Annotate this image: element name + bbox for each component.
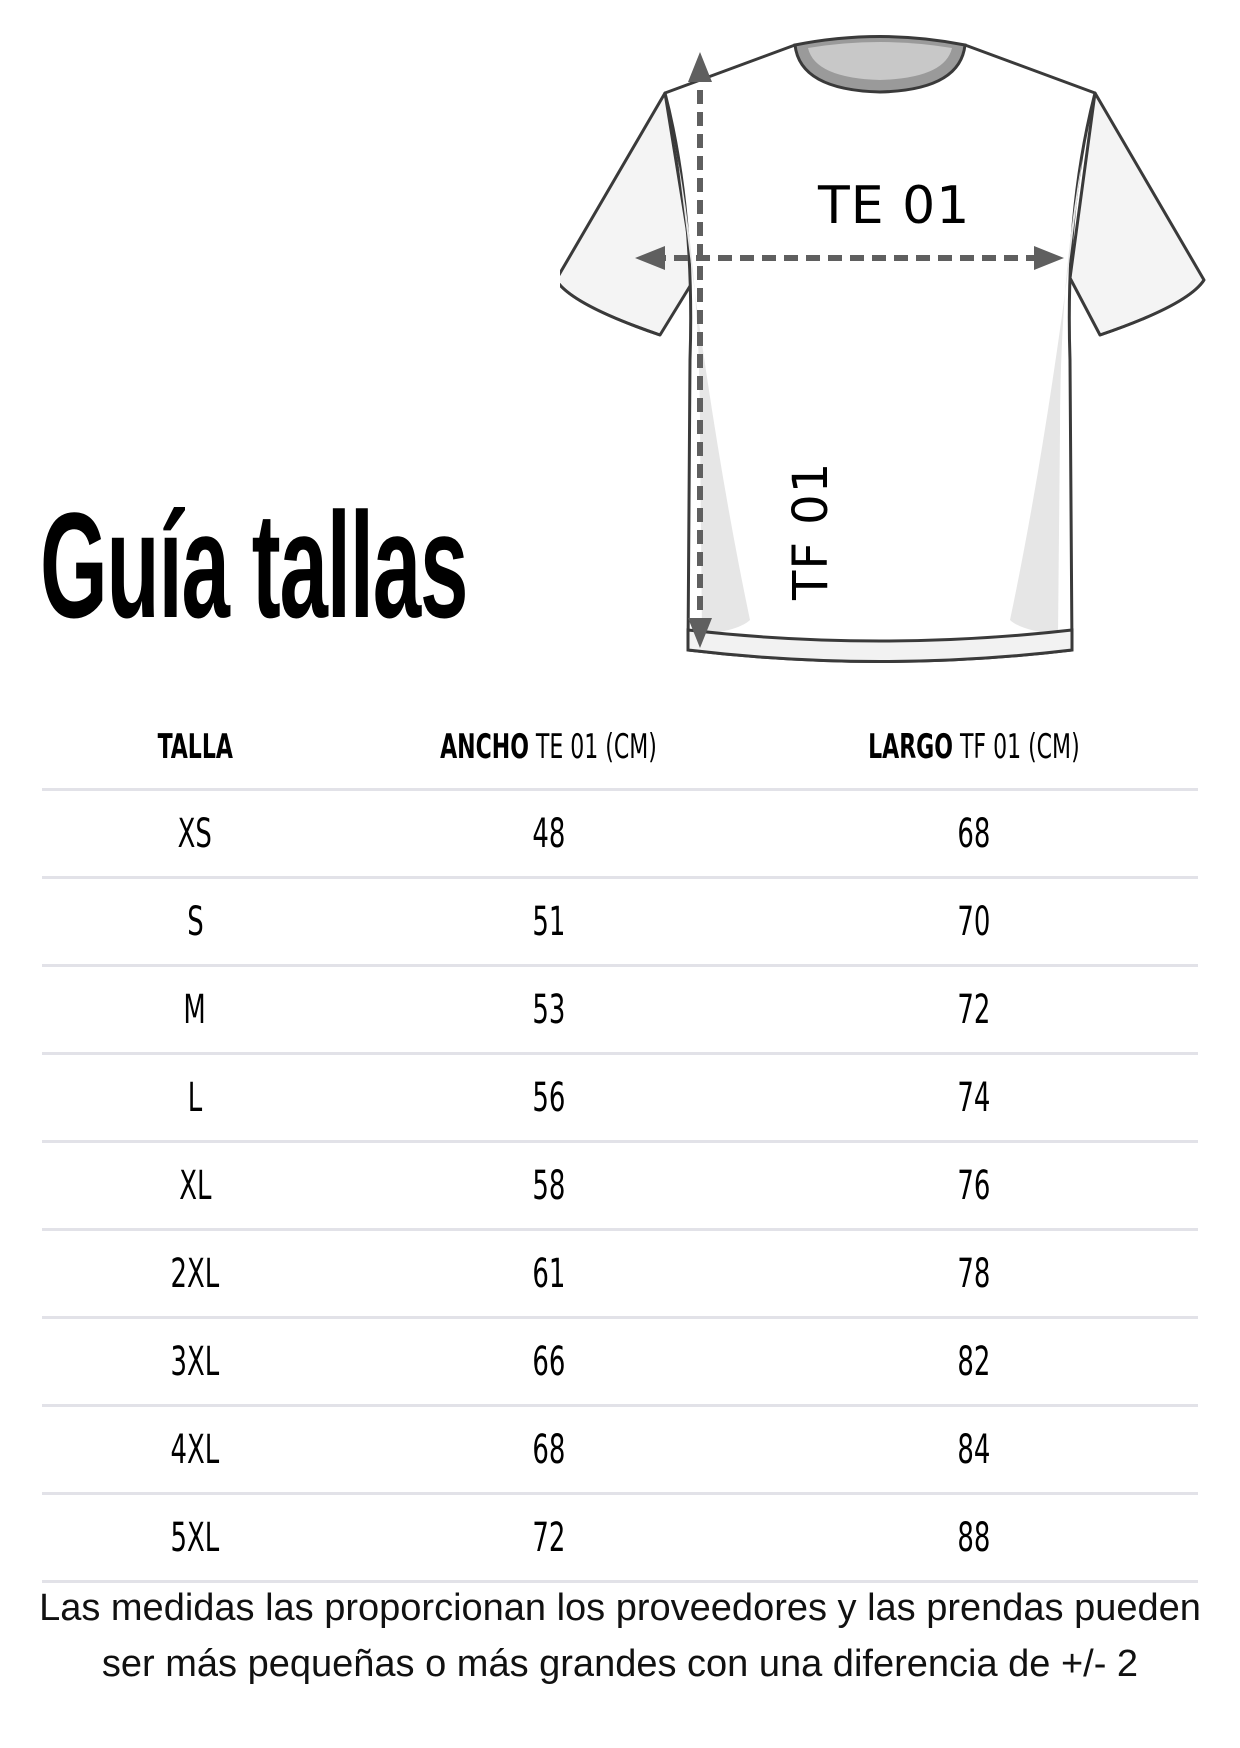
size-cell: XL — [42, 1142, 348, 1230]
width-cell: 51 — [348, 878, 750, 966]
table-row — [42, 790, 1198, 878]
length-measure-label: TF 01 — [783, 461, 839, 600]
table-row — [42, 1054, 1198, 1142]
table-row — [42, 1406, 1198, 1494]
width-cell: 72 — [348, 1494, 750, 1582]
length-arrow-head-top — [688, 52, 712, 82]
size-table-header — [42, 706, 1198, 790]
length-cell: 70 — [750, 878, 1198, 966]
measurement-disclaimer: Las medidas las proporcionan los proveedores y las prendas pueden ser más pequeñas o más grandes con una diferencia de +/- 2 — [39, 1587, 1201, 1685]
width-measure-label: TE 01 — [818, 176, 971, 236]
length-cell: 74 — [750, 1054, 1198, 1142]
header-length: LARGO TF 01 (CM) — [750, 706, 1198, 790]
table-row — [42, 1494, 1198, 1582]
size-cell: L — [42, 1054, 348, 1142]
table-row — [42, 1142, 1198, 1230]
size-cell: 2XL — [42, 1230, 348, 1318]
size-cell: 4XL — [42, 1406, 348, 1494]
width-cell: 68 — [348, 1406, 750, 1494]
table-row — [42, 878, 1198, 966]
length-cell: 88 — [750, 1494, 1198, 1582]
length-cell: 78 — [750, 1230, 1198, 1318]
length-cell: 68 — [750, 790, 1198, 878]
size-cell: 5XL — [42, 1494, 348, 1582]
size-cell: XS — [42, 790, 348, 878]
size-cell: S — [42, 878, 348, 966]
width-cell: 56 — [348, 1054, 750, 1142]
length-cell: 76 — [750, 1142, 1198, 1230]
size-table — [42, 706, 1198, 1583]
header-size: TALLA — [42, 706, 348, 790]
width-cell: 58 — [348, 1142, 750, 1230]
length-cell: 82 — [750, 1318, 1198, 1406]
width-cell: 66 — [348, 1318, 750, 1406]
page-title: Guía tallas — [40, 481, 468, 649]
width-cell: 61 — [348, 1230, 750, 1318]
width-cell: 53 — [348, 966, 750, 1054]
length-cell: 84 — [750, 1406, 1198, 1494]
size-cell: M — [42, 966, 348, 1054]
width-cell: 48 — [348, 790, 750, 878]
size-cell: 3XL — [42, 1318, 348, 1406]
header-width: ANCHO TE 01 (CM) — [348, 706, 750, 790]
table-row — [42, 966, 1198, 1054]
tshirt-diagram — [560, 30, 1220, 680]
length-cell: 72 — [750, 966, 1198, 1054]
table-row — [42, 1230, 1198, 1318]
table-row — [42, 1318, 1198, 1406]
